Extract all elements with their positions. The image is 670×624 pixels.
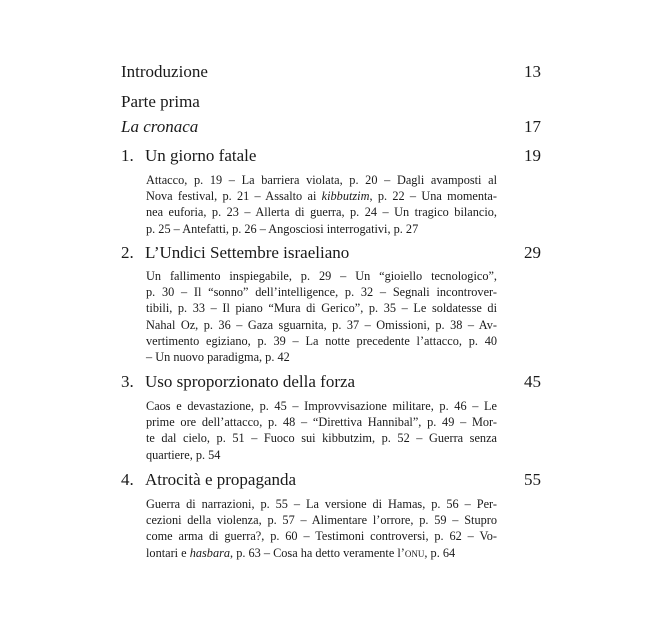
chapter-3-summary — [146, 398, 497, 463]
chapter-title: Atrocità e propaganda — [145, 470, 297, 489]
chapter-title: Un giorno fatale — [145, 146, 257, 165]
chapter-1-summary — [146, 172, 497, 237]
summary-line: tibili, p. 33 – Il piano “Mura di Gerico”, p. 35 – Le soldatesse di — [146, 301, 497, 316]
chapter-title: L’Undici Settembre israeliano — [145, 243, 350, 262]
chapter-2-summary — [146, 268, 497, 365]
toc-page-number: 13 — [524, 62, 541, 81]
summary-line: p. 30 – Il “sonno” dell’intelligence, p. 32 – Segnali incontrover- — [146, 285, 497, 300]
toc-page-number: 55 — [524, 470, 541, 489]
summary-line: Nahal Oz, p. 36 – Gaza sguarnita, p. 37 – Omissioni, p. 38 – Av- — [146, 317, 497, 332]
summary-line: Attacco, p. 19 – La barriera violata, p. 20 – Dagli avamposti al — [146, 173, 497, 187]
chapter-number: 3. — [121, 372, 134, 391]
summary-line: Un fallimento inspiegabile, p. 29 – Un “gioiello tecnologico”, — [146, 269, 497, 283]
summary-line: – Un nuovo paradigma, p. 42 — [146, 350, 290, 365]
toc-page-number: 45 — [524, 372, 541, 391]
summary-line: te dal cielo, p. 51 – Fuoco sui kibbutzim, p. 52 – Guerra senza — [146, 431, 497, 446]
toc-entry-title: La cronaca — [121, 117, 199, 136]
chapter-number: 1. — [121, 146, 134, 165]
summary-line: Caos e devastazione, p. 45 – Improvvisazione militare, p. 46 – Le — [146, 399, 497, 413]
toc-page-number: 19 — [524, 146, 541, 165]
chapter-4-summary — [146, 496, 497, 561]
chapter-title: Uso sproporzionato della forza — [145, 372, 356, 391]
summary-line: quartiere, p. 54 — [146, 447, 221, 462]
summary-line: cezioni della violenza, p. 57 – Alimentare l’orrore, p. 59 – Stupro — [146, 513, 497, 528]
summary-line: Nova festival, p. 21 – Assalto ai kibbutzim, p. 22 – Una momenta- — [146, 189, 497, 204]
toc-entry-title: Introduzione — [121, 62, 208, 81]
summary-line: vertimento egiziano, p. 39 – La notte precedente l’attacco, p. 40 — [146, 333, 497, 348]
summary-line: nea euforia, p. 23 – Allerta di guerra, p. 24 – Un tragico bilancio, — [146, 205, 497, 220]
summary-line: p. 25 – Antefatti, p. 26 – Angosciosi interrogativi, p. 27 — [146, 221, 419, 236]
chapter-number: 4. — [121, 470, 134, 489]
toc-page-number: 29 — [524, 243, 541, 262]
chapter-number: 2. — [121, 243, 134, 262]
part-label: Parte prima — [121, 92, 200, 111]
summary-line: come arma di guerra?, p. 60 – Testimoni controversi, p. 62 – Vo- — [146, 529, 497, 544]
summary-line: Guerra di narrazioni, p. 55 – La versione di Hamas, p. 56 – Per- — [146, 497, 497, 511]
summary-line: prime ore dell’attacco, p. 48 – “Direttiva Hannibal”, p. 49 – Mor- — [146, 415, 497, 430]
toc-page-number: 17 — [524, 117, 541, 136]
summary-line: lontari e hasbara, p. 63 – Cosa ha detto veramente l’onu, p. 64 — [146, 545, 456, 560]
